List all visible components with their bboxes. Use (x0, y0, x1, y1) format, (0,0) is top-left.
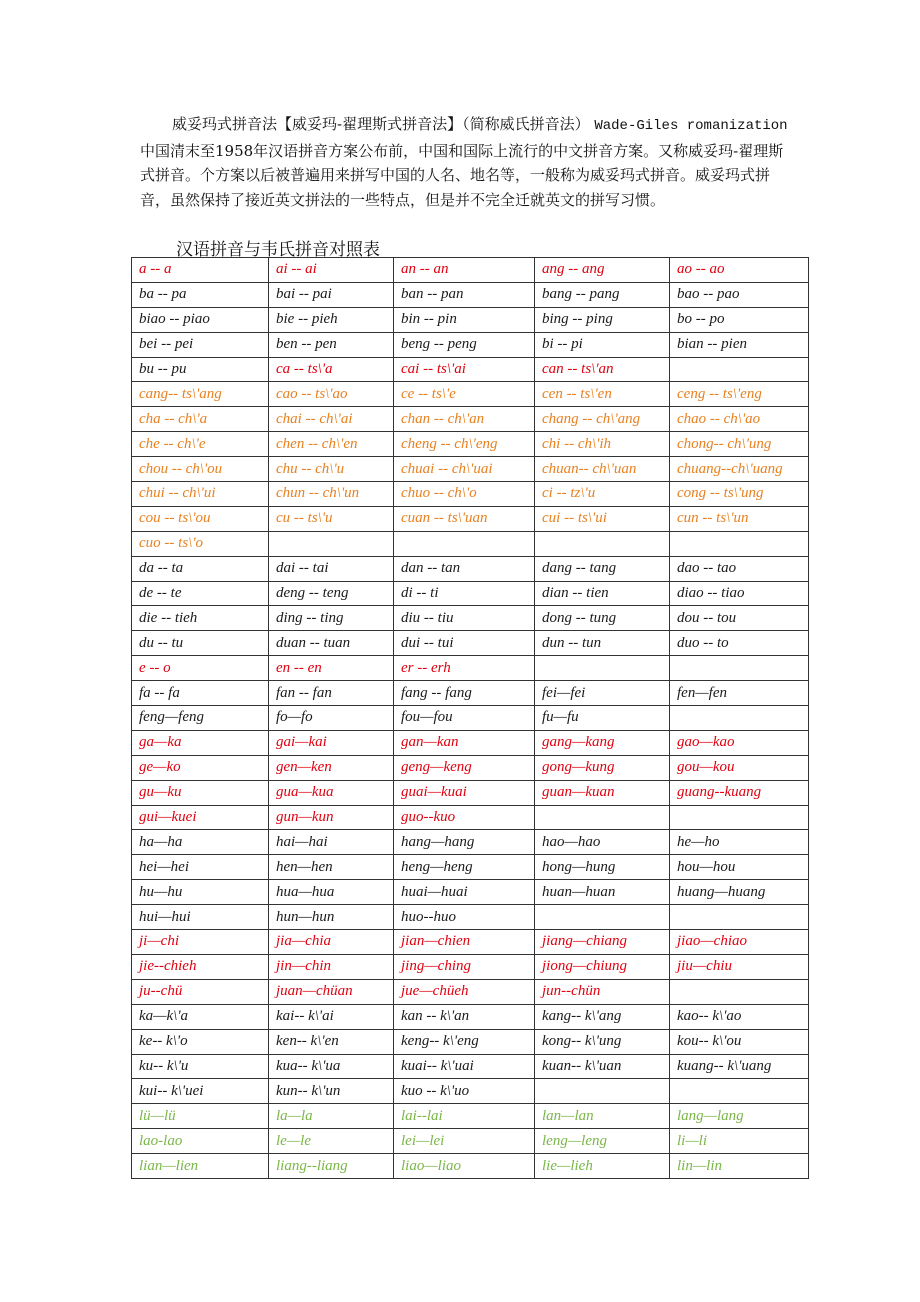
table-cell: di -- ti (394, 581, 535, 606)
table-cell: jiang—chiang (535, 930, 670, 955)
table-cell (535, 905, 670, 930)
intro-title: 威妥玛式拼音法【威妥玛-翟理斯式拼音法】（简称威氏拼音法） (172, 115, 595, 133)
table-cell: cui -- ts\'ui (535, 506, 670, 531)
table-cell: jia—chia (269, 930, 394, 955)
table-cell: chong-- ch\'ung (670, 432, 809, 457)
table-cell: deng -- teng (269, 581, 394, 606)
table-cell: gao—kao (670, 730, 809, 755)
table-row (132, 730, 809, 755)
table-cell: lai--lai (394, 1104, 535, 1129)
table-cell: chuang--ch\'uang (670, 457, 809, 482)
table-cell: du -- tu (132, 631, 269, 656)
table-cell: hen—hen (269, 855, 394, 880)
table-cell: fu—fu (535, 706, 670, 731)
table-cell: e -- o (132, 656, 269, 681)
table-cell: ba -- pa (132, 282, 269, 307)
table-row (132, 855, 809, 880)
table-cell: fei—fei (535, 681, 670, 706)
table-cell: la—la (269, 1104, 394, 1129)
table-cell: cai -- ts\'ai (394, 357, 535, 382)
table-cell: ao -- ao (670, 258, 809, 283)
table-title: 汉语拼音与韦氏拼音对照表 (176, 240, 380, 260)
table-row (132, 880, 809, 905)
table-cell: biao -- piao (132, 307, 269, 332)
table-cell: diao -- tiao (670, 581, 809, 606)
table-cell: hong—hung (535, 855, 670, 880)
table-row (132, 830, 809, 855)
table-cell: liang--liang (269, 1154, 394, 1179)
table-cell: kan -- k\'an (394, 1004, 535, 1029)
table-cell: cuo -- ts\'o (132, 531, 269, 556)
table-cell: ceng -- ts\'eng (670, 382, 809, 407)
table-cell: dun -- tun (535, 631, 670, 656)
table-cell: jin—chin (269, 954, 394, 979)
table-row (132, 681, 809, 706)
table-cell: gun—kun (269, 805, 394, 830)
table-cell: de -- te (132, 581, 269, 606)
table-cell: chai -- ch\'ai (269, 407, 394, 432)
table-cell: bi -- pi (535, 332, 670, 357)
table-row (132, 307, 809, 332)
table-cell: feng—feng (132, 706, 269, 731)
table-cell (670, 905, 809, 930)
table-cell: kou-- k\'ou (670, 1029, 809, 1054)
table-cell: ku-- k\'u (132, 1054, 269, 1079)
table-row (132, 482, 809, 507)
table-cell: lin—lin (670, 1154, 809, 1179)
table-row (132, 432, 809, 457)
table-cell: a -- a (132, 258, 269, 283)
table-cell: hui—hui (132, 905, 269, 930)
table-cell: guo--kuo (394, 805, 535, 830)
table-cell: lang—lang (670, 1104, 809, 1129)
table-cell: dao -- tao (670, 556, 809, 581)
table-row (132, 1154, 809, 1179)
table-cell: gang—kang (535, 730, 670, 755)
table-cell: jie--chieh (132, 954, 269, 979)
table-cell: lü—lü (132, 1104, 269, 1129)
table-cell: chui -- ch\'ui (132, 482, 269, 507)
table-cell: jiu—chiu (670, 954, 809, 979)
table-cell (670, 357, 809, 382)
table-cell: chun -- ch\'un (269, 482, 394, 507)
table-cell: die -- tieh (132, 606, 269, 631)
table-cell (670, 979, 809, 1004)
table-cell: juan—chüan (269, 979, 394, 1004)
table-cell: diu -- tiu (394, 606, 535, 631)
table-row (132, 1104, 809, 1129)
table-cell: bao -- pao (670, 282, 809, 307)
table-row (132, 780, 809, 805)
table-cell: guan—kuan (535, 780, 670, 805)
table-cell: gan—kan (394, 730, 535, 755)
table-cell: jue—chüeh (394, 979, 535, 1004)
table-cell: gou—kou (670, 755, 809, 780)
table-cell: ka—k\'a (132, 1004, 269, 1029)
table-cell: bian -- pien (670, 332, 809, 357)
table-cell: heng—heng (394, 855, 535, 880)
table-row (132, 805, 809, 830)
table-cell: jing—ching (394, 954, 535, 979)
table-row (132, 706, 809, 731)
table-cell: lian—lien (132, 1154, 269, 1179)
table-cell: kui-- k\'uei (132, 1079, 269, 1104)
table-cell: gui—kuei (132, 805, 269, 830)
table-row (132, 1004, 809, 1029)
table-row (132, 282, 809, 307)
table-cell: can -- ts\'an (535, 357, 670, 382)
table-row (132, 755, 809, 780)
table-cell: ji—chi (132, 930, 269, 955)
table-cell: li—li (670, 1129, 809, 1154)
table-row (132, 1029, 809, 1054)
table-cell: lao-lao (132, 1129, 269, 1154)
table-cell: hou—hou (670, 855, 809, 880)
table-row (132, 581, 809, 606)
table-cell: fou—fou (394, 706, 535, 731)
table-cell: dai -- tai (269, 556, 394, 581)
intro-paragraph (140, 112, 790, 212)
table-cell (394, 531, 535, 556)
table-cell: le—le (269, 1129, 394, 1154)
table-cell: hao—hao (535, 830, 670, 855)
table-cell: bin -- pin (394, 307, 535, 332)
table-cell: dan -- tan (394, 556, 535, 581)
table-cell: ce -- ts\'e (394, 382, 535, 407)
table-cell: kao-- k\'ao (670, 1004, 809, 1029)
table-cell: gen—ken (269, 755, 394, 780)
table-cell: gong—kung (535, 755, 670, 780)
table-cell: duan -- tuan (269, 631, 394, 656)
table-cell: bei -- pei (132, 332, 269, 357)
table-cell (535, 531, 670, 556)
table-cell: kuai-- k\'uai (394, 1054, 535, 1079)
table-cell: bie -- pieh (269, 307, 394, 332)
table-row (132, 1129, 809, 1154)
table-cell: dian -- tien (535, 581, 670, 606)
table-cell: ben -- pen (269, 332, 394, 357)
table-cell: er -- erh (394, 656, 535, 681)
table-cell: cang-- ts\'ang (132, 382, 269, 407)
table-row (132, 1079, 809, 1104)
table-row (132, 457, 809, 482)
table-cell: bai -- pai (269, 282, 394, 307)
table-cell: dang -- tang (535, 556, 670, 581)
table-cell: lie—lieh (535, 1154, 670, 1179)
table-cell: hang—hang (394, 830, 535, 855)
table-cell: an -- an (394, 258, 535, 283)
table-cell: huai—huai (394, 880, 535, 905)
table-cell (535, 1079, 670, 1104)
table-cell: huo--huo (394, 905, 535, 930)
table-cell: chuan-- ch\'uan (535, 457, 670, 482)
table-cell: keng-- k\'eng (394, 1029, 535, 1054)
table-cell: gu—ku (132, 780, 269, 805)
table-cell: huan—huan (535, 880, 670, 905)
table-cell: jian—chien (394, 930, 535, 955)
table-cell: kang-- k\'ang (535, 1004, 670, 1029)
table-cell: jiao—chiao (670, 930, 809, 955)
table-cell: ci -- tz\'u (535, 482, 670, 507)
table-cell: gai—kai (269, 730, 394, 755)
table-cell: ju--chü (132, 979, 269, 1004)
table-row (132, 979, 809, 1004)
table-cell: chang -- ch\'ang (535, 407, 670, 432)
table-cell: cu -- ts\'u (269, 506, 394, 531)
table-row (132, 930, 809, 955)
table-cell: cuan -- ts\'uan (394, 506, 535, 531)
table-row (132, 556, 809, 581)
table-cell: chu -- ch\'u (269, 457, 394, 482)
table-cell: kai-- k\'ai (269, 1004, 394, 1029)
table-cell: kun-- k\'un (269, 1079, 394, 1104)
table-cell: ha—ha (132, 830, 269, 855)
table-cell: jun--chün (535, 979, 670, 1004)
table-cell: cha -- ch\'a (132, 407, 269, 432)
table-cell: ga—ka (132, 730, 269, 755)
table-cell (670, 656, 809, 681)
table-cell: chan -- ch\'an (394, 407, 535, 432)
table-row (132, 905, 809, 930)
table-row (132, 357, 809, 382)
pinyin-comparison-table (131, 257, 809, 1179)
table-cell (535, 656, 670, 681)
table-row (132, 531, 809, 556)
table-cell: da -- ta (132, 556, 269, 581)
table-cell: fo—fo (269, 706, 394, 731)
table-cell: chuo -- ch\'o (394, 482, 535, 507)
table-cell: chi -- ch\'ih (535, 432, 670, 457)
table-cell: che -- ch\'e (132, 432, 269, 457)
table-cell: kua-- k\'ua (269, 1054, 394, 1079)
table-cell: jiong—chiung (535, 954, 670, 979)
table-cell: guang--kuang (670, 780, 809, 805)
table-cell: hai—hai (269, 830, 394, 855)
table-cell: geng—keng (394, 755, 535, 780)
table-cell: hun—hun (269, 905, 394, 930)
table-cell: dui -- tui (394, 631, 535, 656)
table-cell: kuan-- k\'uan (535, 1054, 670, 1079)
table-row (132, 258, 809, 283)
table-cell: cen -- ts\'en (535, 382, 670, 407)
table-cell: chou -- ch\'ou (132, 457, 269, 482)
table-cell: beng -- peng (394, 332, 535, 357)
table-cell (535, 805, 670, 830)
table-cell: cou -- ts\'ou (132, 506, 269, 531)
table-cell: lei—lei (394, 1129, 535, 1154)
table-cell: cong -- ts\'ung (670, 482, 809, 507)
table-cell: fa -- fa (132, 681, 269, 706)
table-cell: he—ho (670, 830, 809, 855)
table-cell: ang -- ang (535, 258, 670, 283)
table-cell: hei—hei (132, 855, 269, 880)
table-cell: kuo -- k\'uo (394, 1079, 535, 1104)
table-cell: cheng -- ch\'eng (394, 432, 535, 457)
table-row (132, 656, 809, 681)
table-cell: bang -- pang (535, 282, 670, 307)
table-cell: en -- en (269, 656, 394, 681)
table-cell: chen -- ch\'en (269, 432, 394, 457)
table-cell: chao -- ch\'ao (670, 407, 809, 432)
table-cell (670, 706, 809, 731)
table-cell (670, 1079, 809, 1104)
table-row (132, 631, 809, 656)
table-cell: duo -- to (670, 631, 809, 656)
table-cell: dong -- tung (535, 606, 670, 631)
table-cell: fan -- fan (269, 681, 394, 706)
table-cell: ai -- ai (269, 258, 394, 283)
intro-body: 中国清末至1958年汉语拼音方案公布前，中国和国际上流行的中文拼音方案。又称威妥玛-翟理斯式拼音。个方案以后被普遍用来拼写中国的人名、地名等，一般称为威妥玛式拼音。威妥玛式拼音，虽然保持了接近英文拼法的一些特点，但是并不完全迁就英文的拼写习惯。 (140, 141, 784, 209)
table-cell: ken-- k\'en (269, 1029, 394, 1054)
table-cell: bo -- po (670, 307, 809, 332)
table-cell (670, 531, 809, 556)
table-row (132, 1054, 809, 1079)
table-cell: dou -- tou (670, 606, 809, 631)
table-cell: guai—kuai (394, 780, 535, 805)
table-row (132, 407, 809, 432)
intro-english-name: Wade-Giles romanization (594, 118, 788, 134)
table-cell: kuang-- k\'uang (670, 1054, 809, 1079)
table-cell: liao—liao (394, 1154, 535, 1179)
table-cell: cao -- ts\'ao (269, 382, 394, 407)
table-cell: kong-- k\'ung (535, 1029, 670, 1054)
table-cell: fen—fen (670, 681, 809, 706)
table-cell: ban -- pan (394, 282, 535, 307)
table-cell: ge—ko (132, 755, 269, 780)
table-cell (670, 805, 809, 830)
table-cell: ding -- ting (269, 606, 394, 631)
table-cell: hua—hua (269, 880, 394, 905)
table-row (132, 606, 809, 631)
table-cell: bing -- ping (535, 307, 670, 332)
table-cell: fang -- fang (394, 681, 535, 706)
table-row (132, 954, 809, 979)
table-cell: chuai -- ch\'uai (394, 457, 535, 482)
table-cell: ke-- k\'o (132, 1029, 269, 1054)
table-cell: bu -- pu (132, 357, 269, 382)
table-cell: leng—leng (535, 1129, 670, 1154)
table-cell: gua—kua (269, 780, 394, 805)
table-cell (269, 531, 394, 556)
table-row (132, 332, 809, 357)
table-row (132, 506, 809, 531)
table-cell: huang—huang (670, 880, 809, 905)
table-cell: ca -- ts\'a (269, 357, 394, 382)
table-cell: cun -- ts\'un (670, 506, 809, 531)
table-cell: hu—hu (132, 880, 269, 905)
table-cell: lan—lan (535, 1104, 670, 1129)
table-row (132, 382, 809, 407)
